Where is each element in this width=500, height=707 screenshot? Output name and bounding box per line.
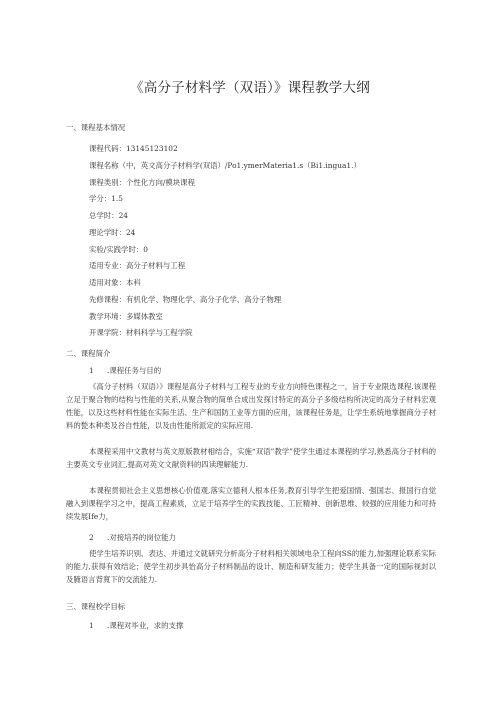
paragraph-abilities: 使学生培养识别、表达、并通过文就研究分析高分子材料相关领域电杂工程向SS的能力,加强理论联系实际的能力,获得有效结论；使学生初步具怡高分子材料制品的设计、制造和研发能力；使学生具备一定的国际视封以及腌语言背寬下的交流能力. (66, 549, 436, 584)
info-major: 适用专业：高分子材料与工程 (89, 261, 186, 270)
section-heading-basic-info: 一、课程基本情况 (66, 123, 126, 132)
info-course-category: 课程类别：个性化方向/模块课程 (89, 178, 195, 187)
subsection-heading-support: .课程对毕业，求的支撑 (107, 621, 184, 630)
subsection-heading-task: .课程任务与目的 (107, 366, 162, 375)
info-audience: 适用对象：本科 (89, 278, 141, 287)
info-theory-hours: 理论学时：24 (89, 228, 136, 237)
info-course-name: 课程名称（中，英文高分子材料学(双语）/Po1.ymerMateria1.s（Bi1.ingua1.） (89, 161, 361, 170)
info-course-code: 课程代码：13145123102 (89, 144, 178, 153)
subsection-number: 2 (89, 533, 94, 542)
subsection-heading-abilities: .对接培养的岗位能力 (107, 533, 176, 542)
info-lab-hours: 实验/实践学时：0 (89, 245, 148, 254)
info-college: 开课学院：材料科学与工程学院 (89, 328, 193, 337)
page-title: 《高分子材料学（双语）》课程教学大纲 (130, 80, 370, 96)
subsection-number: 1 (89, 621, 94, 630)
info-total-hours: 总学时：24 (89, 211, 128, 220)
paragraph-bilingual: 本课程采用中文教材与英文原版教材相结合，实施“双语”教学”使学生通过本课程的学习,熟悉高分子材料的主要英文专业词汇,提高对英文文献资料的四读理解能力. (66, 447, 436, 469)
info-environment: 教学环境：多媒体教室 (89, 312, 163, 321)
info-prerequisites: 先修课程：有机化学、物理化学、高分子化学、高分子物理 (89, 295, 282, 304)
info-credits: 学分：1.5 (89, 194, 123, 203)
section-heading-intro: 二、课程简介 (66, 349, 111, 358)
paragraph-values: 本课程贯彻社会主义思想核心价值观,落实立德利人根本任务,教育引导学生把爱国情、强国志、报国行自觉融入到课程学习之中，提高工程素质，立足于培养学生的实践技能、工匠精神、创新思维、较强的应用能力和可持续发展Ife力， (66, 486, 436, 521)
section-heading-objectives: 三、课程校学目标 (66, 602, 126, 611)
paragraph-course-task: 《高分子材料（双语）》课程是高分子材料与工程专业的专业方向特色课程之一，旨于专业限选课程.该课程立足于聚合物的结构与性能的关系,从聚合物的简单合成出发探讨特定的高分子多级结构所决定的高分子材料宏观性能，以及这些材料性能在实际生活、生产和国防工业等方面的应用，该课程任务是，让学生系统地掌握商分子材料的甃本种类及谷自性能，以及由性能所派定的实际应用. (66, 382, 436, 430)
subsection-number: 1 (89, 366, 94, 375)
